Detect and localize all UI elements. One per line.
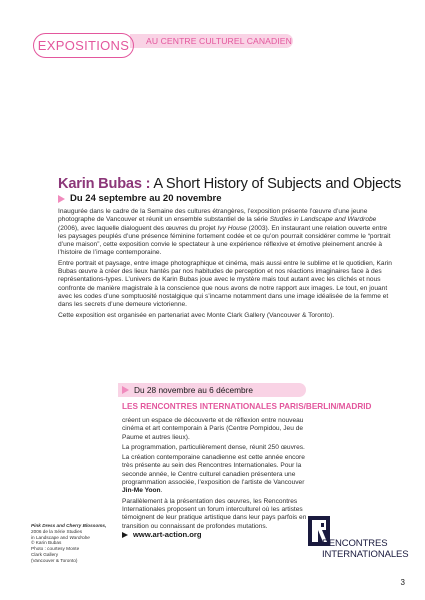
event-paragraph	[122, 454, 314, 495]
caption-line: 2006 de la Série Studies	[31, 528, 83, 534]
logo-line: INTERNATIONALES	[322, 548, 409, 560]
article-paragraph: Cette exposition est organisée en partenariat avec Monte Clark Gallery (Vancouver & Toronto).	[58, 311, 335, 319]
section-label	[33, 33, 134, 58]
article-date-text: Du 24 septembre au 20 novembre	[70, 193, 222, 204]
project-title: Ivy House	[217, 224, 247, 232]
event-title: LES RENCONTRES INTERNATIONALES PARIS/BERLIN/MADRID	[122, 402, 372, 411]
paragraph-text: (2006), avec laquelle dialoguent des œuvres du projet	[58, 224, 216, 232]
artist-name: Jin-Me Yoon	[122, 487, 161, 495]
caption-title: Pink Dress and Cherry Blossoms,	[31, 523, 107, 528]
arrow-right-icon	[58, 195, 65, 203]
caption-line: Photo : courtesy Monte	[31, 546, 80, 552]
arrow-right-icon	[122, 532, 128, 538]
website-text[interactable]: www.art-action.org	[133, 530, 202, 539]
paragraph-text: La création contemporaine canadienne est cette année encore très présente au sein des Rencontres Internationales. Pour la seconde année, le Centre culturel canadien présentera une programmation associée, l’exposition de l’artiste de Vancouver	[122, 454, 305, 487]
caption-line: Clark Gallery	[31, 551, 59, 557]
article-paragraph	[58, 208, 396, 258]
paragraph-text: Inaugurée dans le cadre de la Semaine des cultures étrangères, l’exposition présente l’œuvre d’une jeune photographe de Vancouver et réunit un ensemble substantiel de la série	[58, 208, 368, 224]
event-date	[122, 385, 253, 395]
article-artist: Karin Bubas :	[58, 176, 151, 192]
caption-line: © Karin Bubas	[31, 540, 62, 546]
paragraph-text: .	[160, 487, 163, 495]
logo-line: RENCONTRES	[322, 538, 388, 549]
caption-line: (Vancouver & Toronto)	[31, 557, 78, 563]
section-label-text: EXPOSITIONS	[37, 38, 130, 53]
article-paragraph: Entre portrait et paysage, entre image photographique et cinéma, mais aussi entre le sublime et le quotidien, Karin Bubas œuvre à créer des lieux hantés par nos habitudes de perception et nos réactions imaginaires face à des représentations-types. L’univers de Karin Bubas joue avec le mystère mais tout autant avec les clichés et nous confronte de manière magistrale à la conscience que nous avons de notre rapport aux images. Le tout, en jouant avec les codes d’une somptuosité nostalgique qui s’incarne notamment dans une image idéalisée de la femme et dans les secrets d’une demeure victorienne.	[58, 259, 392, 309]
article-title	[58, 176, 401, 192]
caption-line: Wardrobe	[69, 534, 90, 540]
series-title: Studies in Landscape and Wardrobe	[269, 216, 377, 224]
section-subtitle: AU CENTRE CULTUREL CANADIEN	[146, 36, 292, 46]
event-body	[122, 417, 314, 533]
event-paragraph: Parallèlement à la présentation des œuvres, les Rencontres Internationales proposent un forum interculturel où les artistes témoignent de leur pratique artistique dans leur pays parfois en transition ou connaissant de profondes mutations.	[122, 497, 307, 530]
paragraph-text: (2003). En instaurant une relation ouverte entre les paysages peuplés d’une présence féminine fortement codée et ce qu’on pourrait considérer comme le “portrait d’une maison”, cette exposition convie le spectateur à une expérience réflexive et émotive pleinement ancrée à l’histoire de l’image contemporaine.	[58, 224, 391, 257]
event-paragraph: créent un espace de découverte et de réflexion entre nouveau cinéma et art contemporain à Paris (Centre Pompidou, Jeu de Paume et autres lieux).	[122, 417, 304, 441]
article-title-text: A Short History of Subjects and Objects	[153, 176, 402, 192]
event-date-text: Du 28 novembre au 6 décembre	[134, 385, 253, 395]
website-link[interactable]	[122, 530, 202, 539]
logo-text	[322, 538, 409, 561]
article-date	[58, 193, 222, 204]
arrow-right-icon	[122, 386, 129, 394]
event-paragraph: La programmation, particulièrement dense, réunit 250 œuvres.	[122, 443, 305, 451]
photo-caption	[31, 523, 111, 564]
rencontres-logo	[308, 516, 409, 564]
caption-line: in Landscape and	[31, 534, 69, 540]
article-body	[58, 208, 396, 322]
page-number: 3	[400, 578, 405, 587]
